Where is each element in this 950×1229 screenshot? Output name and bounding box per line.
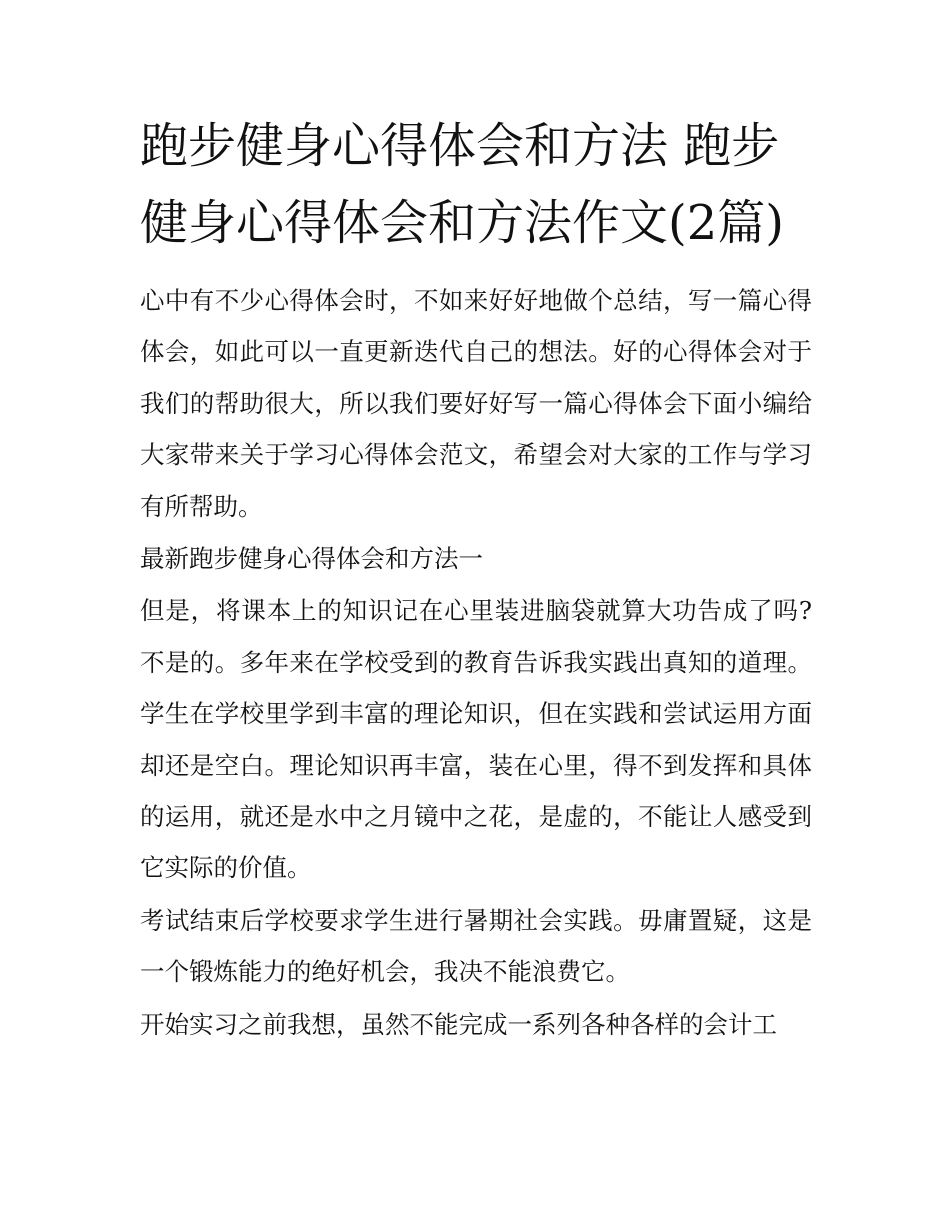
body-paragraph: 开始实习之前我想，虽然不能完成一系列各种各样的会计工	[140, 1009, 777, 1039]
document-title: 跑步健身心得体会和方法 跑步健身心得体会和方法作文(2篇)	[140, 118, 784, 251]
section-heading: 最新跑步健身心得体会和方法一	[140, 544, 483, 574]
body-paragraph: 考试结束后学校要求学生进行暑期社会实践。毋庸置疑，这是一个锻炼能力的绝好机会，我决不能浪费它。	[140, 905, 812, 987]
document-body	[140, 275, 812, 1050]
intro-paragraph: 心中有不少心得体会时，不如来好好地做个总结，写一篇心得体会，如此可以一直更新迭代自己的想法。好的心得体会对于我们的帮助很大，所以我们要好好写一篇心得体会下面小编给大家带来关于学习心得体会范文，希望会对大家的工作与学习有所帮助。	[140, 286, 812, 521]
body-paragraph: 但是，将课本上的知识记在心里装进脑袋就算大功告成了吗?不是的。多年来在学校受到的教育告诉我实践出真知的道理。学生在学校里学到丰富的理论知识，但在实践和尝试运用方面却还是空白。理论知识再丰富，装在心里，得不到发挥和具体的运用，就还是水中之月镜中之花，是虚的，不能让人感受到它实际的价值。	[140, 596, 812, 883]
document-page	[140, 108, 812, 1051]
